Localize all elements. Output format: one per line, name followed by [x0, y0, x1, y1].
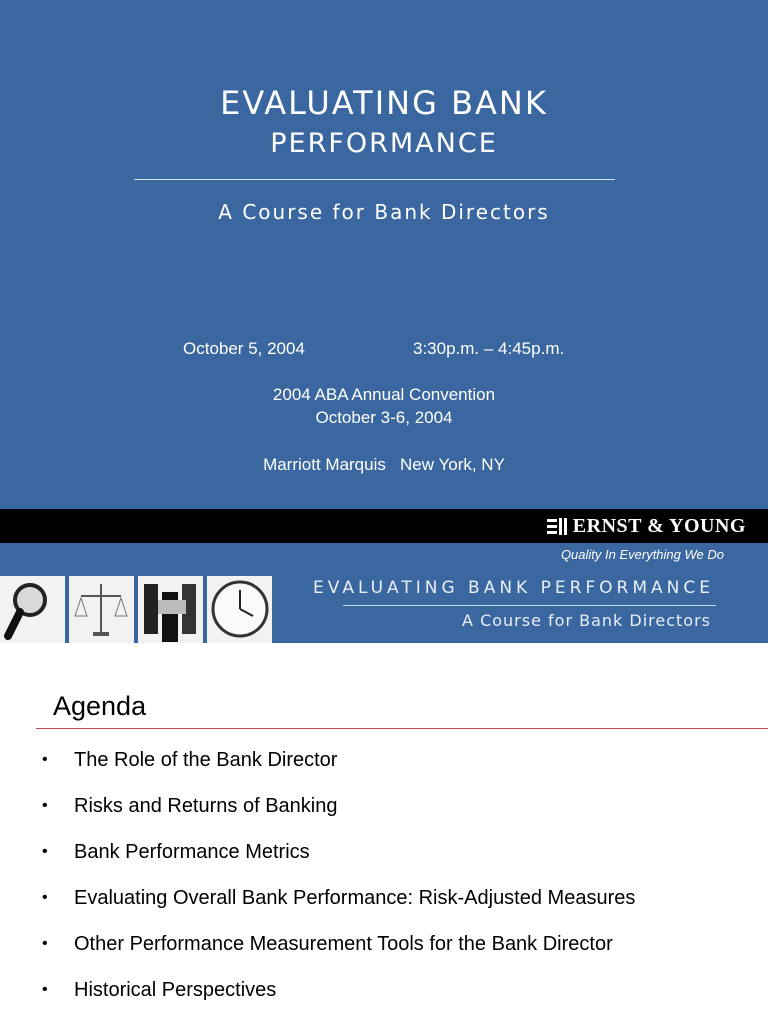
title-slide [0, 0, 768, 509]
slide-subtitle: A Course for Bank Directors [218, 200, 550, 224]
slide-title-line1: EVALUATING BANK [220, 84, 548, 122]
thumbnail-strip [0, 576, 276, 643]
bullet: • [42, 889, 48, 906]
presentation-time: 3:30p.m. – 4:45p.m. [413, 339, 565, 358]
agenda-item-text: The Role of the Bank Director [74, 749, 338, 771]
header-subtitle: A Course for Bank Directors [462, 611, 711, 630]
title-divider [134, 179, 615, 180]
clock-icon [207, 576, 272, 643]
agenda-item-text: Risks and Returns of Banking [74, 795, 338, 817]
slide-title-line2: PERFORMANCE [270, 128, 498, 159]
logo-band [0, 509, 768, 543]
buildings-icon [138, 576, 203, 643]
agenda-item-text: Other Performance Measurement Tools for the Bank Director [74, 933, 613, 955]
bullet: • [42, 797, 48, 814]
ernst-young-logo [547, 515, 746, 538]
logo-text: ERNST & YOUNG [572, 515, 746, 537]
agenda-item-text: Historical Perspectives [74, 979, 277, 1001]
agenda-item-text: Bank Performance Metrics [74, 841, 310, 863]
agenda-header-band [0, 543, 768, 643]
venue: Marriott Marquis New York, NY [263, 455, 505, 474]
header-divider [343, 605, 716, 606]
agenda-item-text: Evaluating Overall Bank Performance: Risk-Adjusted Measures [74, 887, 636, 909]
bullet: • [42, 843, 48, 860]
balance-scale-icon [69, 576, 134, 643]
agenda-heading: Agenda [53, 691, 147, 721]
bullet: • [42, 751, 48, 768]
header-title: EVALUATING BANK PERFORMANCE [313, 578, 714, 598]
tagline: Quality In Everything We Do [560, 547, 724, 562]
bullet: • [42, 935, 48, 952]
agenda-divider [36, 728, 768, 729]
event-name: 2004 ABA Annual Convention [272, 385, 496, 404]
ey-logo-icon [547, 518, 567, 536]
presentation-date: October 5, 2004 [183, 339, 305, 358]
bullet: • [42, 981, 48, 998]
event-dates: October 3-6, 2004 [315, 408, 453, 427]
magnifying-glass-icon [0, 576, 65, 643]
